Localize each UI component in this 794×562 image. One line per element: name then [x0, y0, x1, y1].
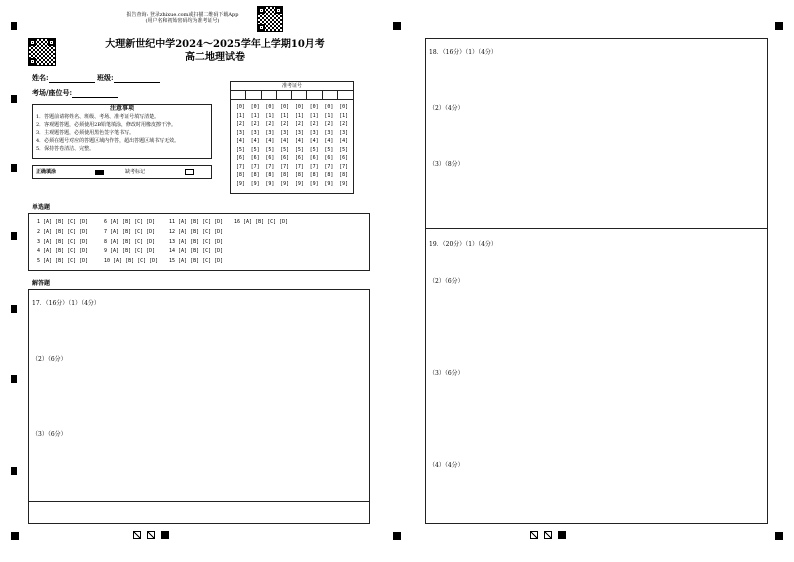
exam-number-bubbles[interactable]	[233, 103, 351, 188]
digit-bubble[interactable]: [3]	[309, 129, 319, 136]
corner-mark	[393, 532, 401, 540]
digit-bubble[interactable]: [2]	[280, 121, 290, 127]
digit-bubble[interactable]: [3]	[250, 129, 260, 136]
digit-bubble[interactable]: [7]	[339, 163, 349, 170]
mc-question[interactable]: 7 [A] [B] [C] [D]	[104, 228, 156, 235]
digit-bubble[interactable]: [9]	[280, 180, 290, 187]
notice-item: 3．主观题答题，必须使用黑色签字笔书写。	[36, 130, 135, 136]
digit-bubble[interactable]: [5]	[339, 146, 349, 153]
digit-bubble[interactable]: [4]	[235, 138, 245, 144]
digit-bubble[interactable]: [3]	[265, 129, 275, 136]
digit-bubble[interactable]: [0]	[294, 104, 304, 110]
exam-number-column[interactable]	[248, 103, 263, 188]
footer-mark	[161, 531, 169, 539]
digit-bubble[interactable]: [0]	[324, 104, 334, 110]
exam-number-column[interactable]	[233, 103, 248, 188]
digit-bubble[interactable]: [8]	[280, 172, 290, 178]
digit-bubble[interactable]: [6]	[324, 155, 334, 161]
digit-bubble[interactable]: [2]	[309, 121, 319, 127]
mc-question[interactable]: 6 [A] [B] [C] [D]	[104, 219, 156, 225]
digit-bubble[interactable]: [1]	[235, 112, 245, 119]
digit-bubble[interactable]: [9]	[339, 180, 349, 187]
digit-bubble[interactable]: [9]	[265, 180, 275, 187]
mc-question[interactable]: 10 [A] [B] [C] [D]	[104, 258, 159, 265]
correct-fill-sample	[95, 170, 104, 175]
digit-bubble[interactable]: [3]	[339, 129, 349, 136]
digit-bubble[interactable]: [1]	[339, 112, 349, 119]
q18-part2: （2）（4分）	[429, 105, 464, 112]
digit-bubble[interactable]: [6]	[294, 155, 304, 161]
mc-question[interactable]: 5 [A] [B] [C] [D]	[37, 258, 89, 265]
digit-bubble[interactable]: [0]	[339, 104, 349, 110]
mc-question[interactable]: 2 [A] [B] [C] [D]	[37, 228, 89, 235]
digit-bubble[interactable]: [2]	[339, 121, 349, 127]
digit-bubble[interactable]: [7]	[294, 163, 304, 170]
digit-bubble[interactable]: [1]	[280, 112, 290, 119]
digit-bubble[interactable]: [6]	[265, 155, 275, 161]
digit-bubble[interactable]: [4]	[294, 138, 304, 144]
corner-mark	[775, 532, 783, 540]
q17-part2: （2）（6分）	[32, 356, 67, 363]
timing-mark	[11, 467, 17, 475]
digit-bubble[interactable]: [8]	[339, 172, 349, 178]
timing-mark	[11, 305, 17, 313]
exam-number-column[interactable]	[307, 103, 322, 188]
corner-mark	[393, 22, 401, 30]
mc-question[interactable]: 12 [A] [B] [C] [D]	[169, 228, 224, 235]
qr-code	[28, 38, 56, 66]
q17-part3: （3）（6分）	[32, 431, 67, 438]
digit-bubble[interactable]: [5]	[309, 146, 319, 153]
digit-bubble[interactable]: [7]	[309, 163, 319, 170]
digit-bubble[interactable]: [4]	[339, 138, 349, 144]
room-seat-field[interactable]: 考场/座位号:	[32, 88, 118, 98]
q18-head: 18．（16分）（1）（4分）	[429, 49, 497, 56]
digit-bubble[interactable]: [3]	[294, 129, 304, 136]
timing-mark	[11, 232, 17, 240]
exam-number-column[interactable]	[263, 103, 278, 188]
notice-list	[33, 113, 211, 153]
mc-answer-box[interactable]	[28, 213, 370, 271]
digit-bubble[interactable]: [5]	[324, 146, 334, 153]
mc-question[interactable]: 3 [A] [B] [C] [D]	[37, 238, 89, 245]
notice-item: 5．保持答卷清洁、完整。	[36, 146, 95, 152]
fill-legend	[32, 165, 212, 179]
footer-mark	[147, 531, 155, 539]
mc-question[interactable]: 8 [A] [B] [C] [D]	[104, 238, 156, 245]
digit-bubble[interactable]: [6]	[250, 155, 260, 161]
exam-number-title: 准考证号	[231, 82, 353, 91]
digit-bubble[interactable]: [7]	[280, 163, 290, 170]
digit-bubble[interactable]: [7]	[265, 163, 275, 170]
digit-bubble[interactable]: [7]	[235, 163, 245, 170]
digit-bubble[interactable]: [5]	[235, 146, 245, 153]
q19-part2: （2）（6分）	[429, 278, 464, 285]
report-notice: 报告查询: 登录zhixue.com或扫描二维码下载App (用户名和初始密码均为准考证号)	[126, 12, 239, 24]
digit-bubble[interactable]: [1]	[294, 112, 304, 119]
digit-bubble[interactable]: [4]	[309, 138, 319, 144]
digit-bubble[interactable]: [2]	[250, 121, 260, 127]
mc-question[interactable]: 15 [A] [B] [C] [D]	[169, 258, 224, 265]
absent-label: 缺考标记	[125, 169, 146, 175]
mc-question[interactable]: 4 [A] [B] [C] [D]	[37, 248, 89, 255]
digit-bubble[interactable]: [6]	[309, 155, 319, 161]
q17-head: 17．（16分）（1）（4分）	[32, 300, 100, 307]
digit-bubble[interactable]: [9]	[294, 180, 304, 187]
digit-bubble[interactable]: [9]	[250, 180, 260, 187]
q18-answer-box[interactable]	[425, 38, 768, 229]
notice-box	[32, 104, 212, 159]
digit-bubble[interactable]: [8]	[294, 172, 304, 178]
digit-bubble[interactable]: [0]	[265, 104, 275, 110]
digit-bubble[interactable]: [9]	[309, 180, 319, 187]
digit-bubble[interactable]: [9]	[235, 180, 245, 187]
digit-bubble[interactable]: [8]	[235, 172, 245, 178]
exam-number-column[interactable]	[336, 103, 351, 188]
digit-bubble[interactable]: [2]	[235, 121, 245, 127]
digit-bubble[interactable]: [5]	[265, 146, 275, 153]
q19-head: 19．（20分）（1）（4分）	[429, 241, 497, 248]
digit-bubble[interactable]: [8]	[250, 172, 260, 178]
digit-bubble[interactable]: [3]	[324, 129, 334, 136]
digit-bubble[interactable]: [1]	[324, 112, 334, 119]
corner-mark	[775, 22, 783, 30]
digit-bubble[interactable]: [7]	[324, 163, 334, 170]
digit-bubble[interactable]: [3]	[235, 129, 245, 136]
digit-bubble[interactable]: [0]	[280, 104, 290, 110]
timing-mark	[11, 95, 17, 103]
digit-bubble[interactable]: [4]	[324, 138, 334, 144]
timing-mark	[11, 164, 17, 172]
mc-question[interactable]: 13 [A] [B] [C] [D]	[169, 238, 224, 245]
exam-number-column[interactable]	[322, 103, 337, 188]
mc-question[interactable]: 14 [A] [B] [C] [D]	[169, 248, 224, 255]
footer-mark	[558, 531, 566, 539]
digit-bubble[interactable]: [1]	[309, 112, 319, 119]
exam-number-write-row[interactable]	[231, 91, 353, 100]
digit-bubble[interactable]: [4]	[250, 138, 260, 144]
mc-section-title: 单选题	[32, 204, 51, 211]
digit-bubble[interactable]: [8]	[324, 172, 334, 178]
name-field[interactable]: 姓名: 班级:	[32, 73, 160, 83]
page-title: 大理新世纪中学2024～2025学年上学期10月考 高二地理试卷	[105, 39, 325, 63]
mc-question[interactable]: 16 [A] [B] [C] [D]	[234, 219, 289, 225]
digit-bubble[interactable]: [8]	[309, 172, 319, 178]
notice-item: 1．答题前请将姓名、班级、考场、准考证号填写清楚。	[36, 114, 160, 120]
digit-bubble[interactable]: [1]	[250, 112, 260, 119]
answers-section-title: 解答题	[32, 280, 51, 287]
correct-fill-label: 正确填涂	[36, 169, 57, 175]
digit-bubble[interactable]: [2]	[265, 121, 275, 127]
absent-checkbox[interactable]	[185, 169, 194, 175]
notice-title: 注意事项	[109, 105, 134, 112]
digit-bubble[interactable]: [2]	[324, 121, 334, 127]
q17-bottom-divider	[29, 501, 369, 502]
digit-bubble[interactable]: [5]	[294, 146, 304, 153]
digit-bubble[interactable]: [6]	[339, 155, 349, 161]
footer-mark	[530, 531, 538, 539]
q18-part3: （3）（8分）	[429, 161, 464, 168]
digit-bubble[interactable]: [5]	[250, 146, 260, 153]
timing-mark	[11, 22, 17, 30]
digit-bubble[interactable]: [7]	[250, 163, 260, 170]
digit-bubble[interactable]: [1]	[265, 112, 275, 119]
digit-bubble[interactable]: [9]	[324, 180, 334, 187]
q19-part3: （3）（6分）	[429, 370, 464, 377]
footer-mark	[133, 531, 141, 539]
digit-bubble[interactable]: [6]	[280, 155, 290, 161]
digit-bubble[interactable]: [3]	[280, 129, 290, 136]
notice-item: 2．客观题答题，必须使用2B铅笔填涂，修改时用橡皮擦干净。	[36, 122, 177, 128]
q19-answer-box[interactable]	[425, 228, 768, 524]
mc-question[interactable]: 9 [A] [B] [C] [D]	[104, 248, 156, 255]
timing-mark	[11, 375, 17, 383]
digit-bubble[interactable]: [0]	[250, 104, 260, 110]
digit-bubble[interactable]: [4]	[280, 138, 290, 144]
mc-question[interactable]: 11 [A] [B] [C] [D]	[169, 219, 224, 225]
digit-bubble[interactable]: [0]	[309, 104, 319, 110]
digit-bubble[interactable]: [2]	[294, 121, 304, 127]
exam-number-box[interactable]	[230, 81, 354, 194]
q19-part4: （4）（4分）	[429, 462, 464, 469]
mc-question[interactable]: 1 [A] [B] [C] [D]	[37, 219, 89, 225]
digit-bubble[interactable]: [0]	[235, 104, 245, 110]
footer-mark	[544, 531, 552, 539]
digit-bubble[interactable]: [5]	[280, 146, 290, 153]
digit-bubble[interactable]: [6]	[235, 155, 245, 161]
digit-bubble[interactable]: [8]	[265, 172, 275, 178]
notice-item: 4．必须在题号对应的答题区域内作答，超出答题区域书写无效。	[36, 138, 180, 144]
exam-number-column[interactable]	[292, 103, 307, 188]
qr-code	[257, 6, 283, 32]
q17-answer-box[interactable]	[28, 289, 370, 524]
exam-number-column[interactable]	[277, 103, 292, 188]
digit-bubble[interactable]: [4]	[265, 138, 275, 144]
corner-mark	[11, 532, 19, 540]
